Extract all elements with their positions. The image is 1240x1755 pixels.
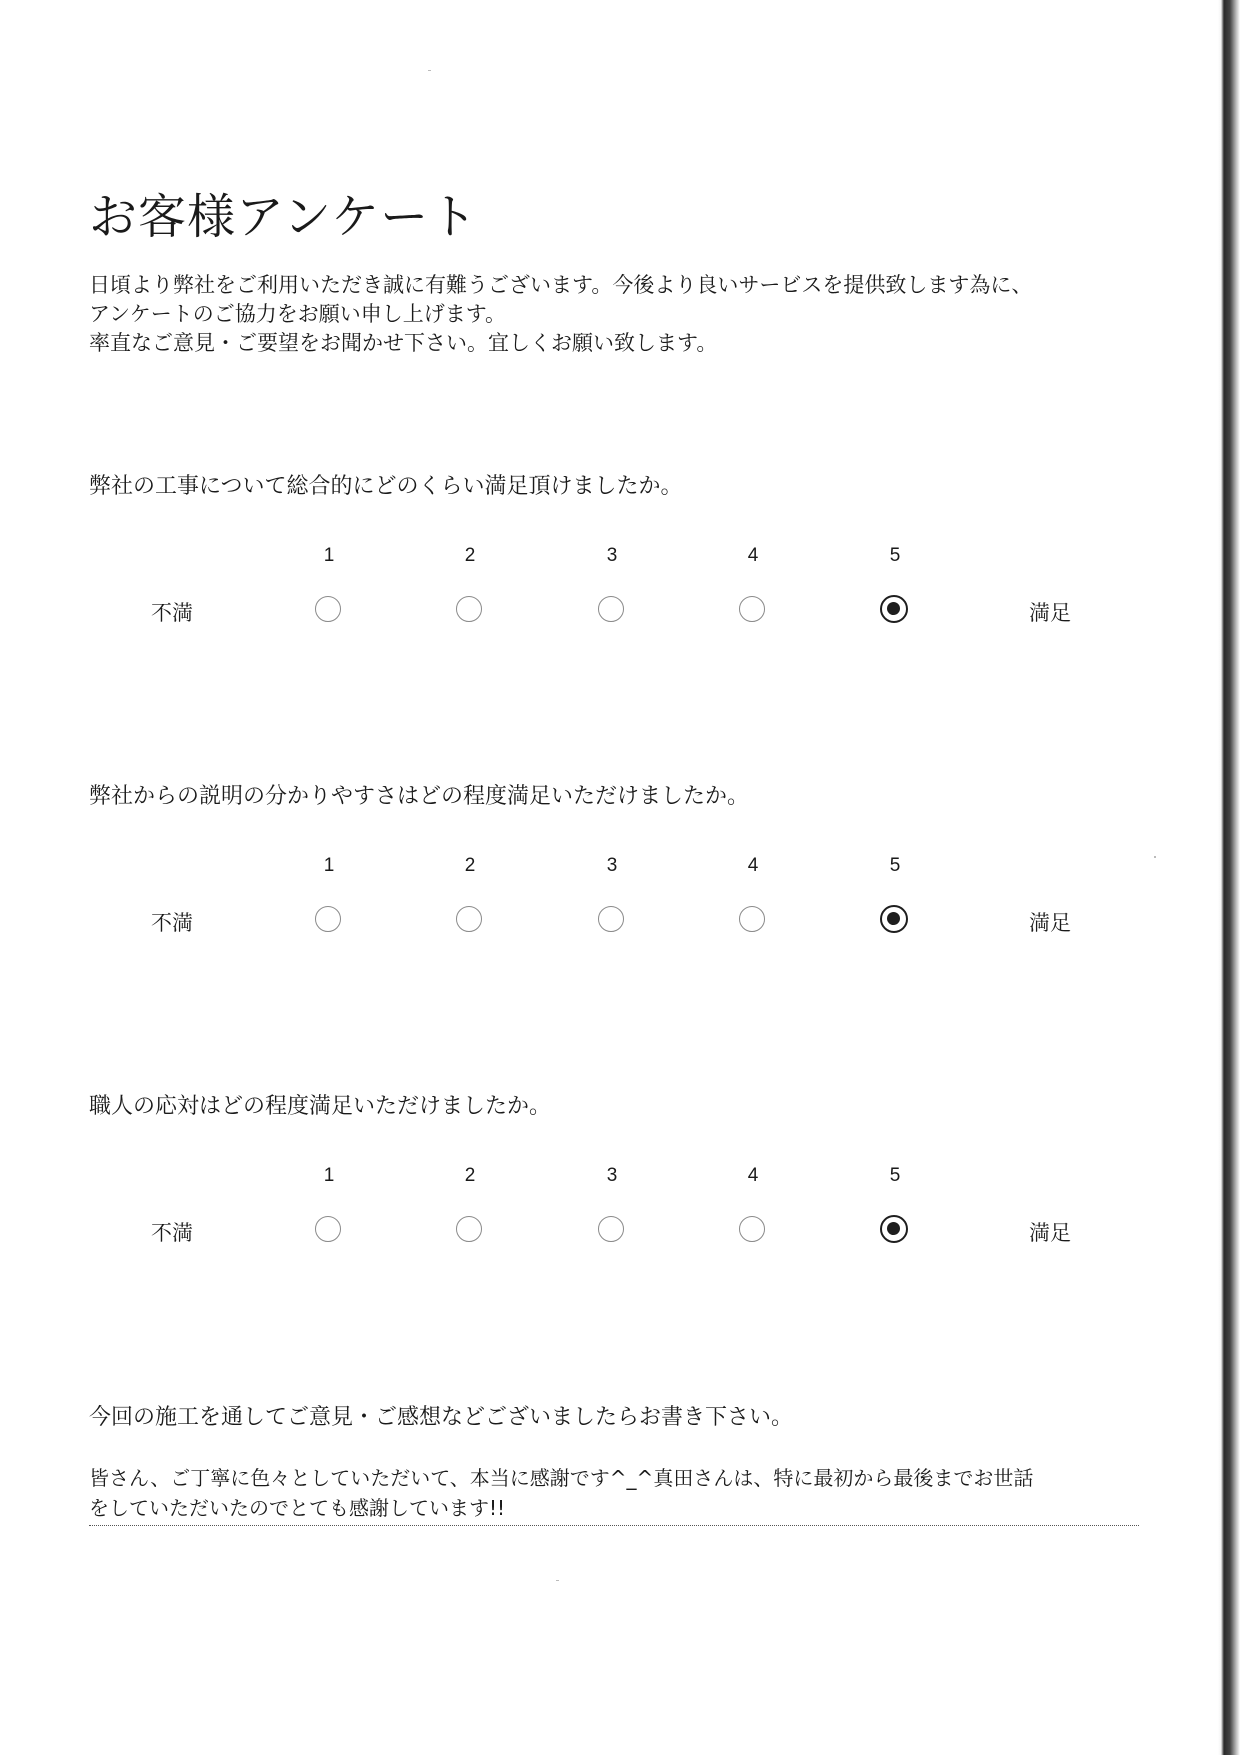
comment-answer-line: をしていただいたのでとても感謝しています!! (89, 1496, 506, 1520)
radio-option-5[interactable] (880, 905, 908, 933)
scan-border (1218, 0, 1240, 1755)
scale-number-5: 5 (889, 1165, 901, 1186)
comment-answer-line: 皆さん、ご丁寧に色々としていただいて、本当に感謝です^_^真田さんは、特に最初から最後までお世話 (89, 1466, 1034, 1490)
scale-high-label: 満足 (1029, 601, 1071, 625)
radio-option-2[interactable] (456, 1216, 482, 1242)
scale-number-2: 2 (464, 545, 476, 566)
question-3 (89, 1092, 1139, 1322)
intro-line: 日頃より弊社をご利用いただき誠に有難うございます。今後より良いサービスを提供致します為に、 (89, 273, 1033, 297)
scale-number-3: 3 (606, 855, 618, 876)
scale-low-label: 不満 (151, 1221, 193, 1245)
scale-number-3: 3 (606, 545, 618, 566)
radio-option-1[interactable] (315, 906, 341, 932)
scale-number-4: 4 (747, 545, 759, 566)
scale-number-5: 5 (889, 855, 901, 876)
radio-option-4[interactable] (739, 1216, 765, 1242)
radio-option-4[interactable] (739, 596, 765, 622)
scale-number-4: 4 (747, 1165, 759, 1186)
comment-underline (89, 1525, 1139, 1526)
radio-option-1[interactable] (315, 596, 341, 622)
scale-number-2: 2 (464, 1165, 476, 1186)
scale-number-1: 1 (323, 1165, 335, 1186)
scale-low-label: 不満 (151, 911, 193, 935)
scale-number-3: 3 (606, 1165, 618, 1186)
scale-number-2: 2 (464, 855, 476, 876)
radio-option-3[interactable] (598, 1216, 624, 1242)
scan-speck (556, 1580, 559, 1581)
scan-speck (1154, 856, 1156, 858)
radio-option-1[interactable] (315, 1216, 341, 1242)
scale-high-label: 満足 (1029, 911, 1071, 935)
radio-option-3[interactable] (598, 906, 624, 932)
scale-number-1: 1 (323, 545, 335, 566)
radio-option-4[interactable] (739, 906, 765, 932)
radio-option-2[interactable] (456, 596, 482, 622)
scale-number-5: 5 (889, 545, 901, 566)
scale-high-label: 満足 (1029, 1221, 1071, 1245)
radio-option-2[interactable] (456, 906, 482, 932)
scale-number-1: 1 (323, 855, 335, 876)
comment-answer[interactable] (89, 1463, 1139, 1523)
question-2 (89, 782, 1139, 1012)
scale-low-label: 不満 (151, 601, 193, 625)
question-text: 弊社からの説明の分かりやすさはどの程度満足いただけましたか。 (89, 784, 750, 809)
radio-option-3[interactable] (598, 596, 624, 622)
question-text: 職人の応対はどの程度満足いただけましたか。 (89, 1094, 552, 1119)
intro-line: 率直なご意見・ご要望をお聞かせ下さい。宜しくお願い致します。 (89, 331, 718, 355)
question-text: 弊社の工事について総合的にどのくらい満足頂けましたか。 (89, 474, 683, 499)
intro-text (89, 271, 1139, 358)
radio-option-5[interactable] (880, 595, 908, 623)
scan-speck (428, 70, 431, 71)
comment-question: 今回の施工を通してご意見・ご感想などございましたらお書き下さい。 (89, 1405, 794, 1430)
question-1 (89, 472, 1139, 702)
page-title: お客様アンケート (89, 189, 479, 245)
intro-line: アンケートのご協力をお願い申し上げます。 (89, 302, 507, 326)
scale-number-4: 4 (747, 855, 759, 876)
radio-option-5[interactable] (880, 1215, 908, 1243)
